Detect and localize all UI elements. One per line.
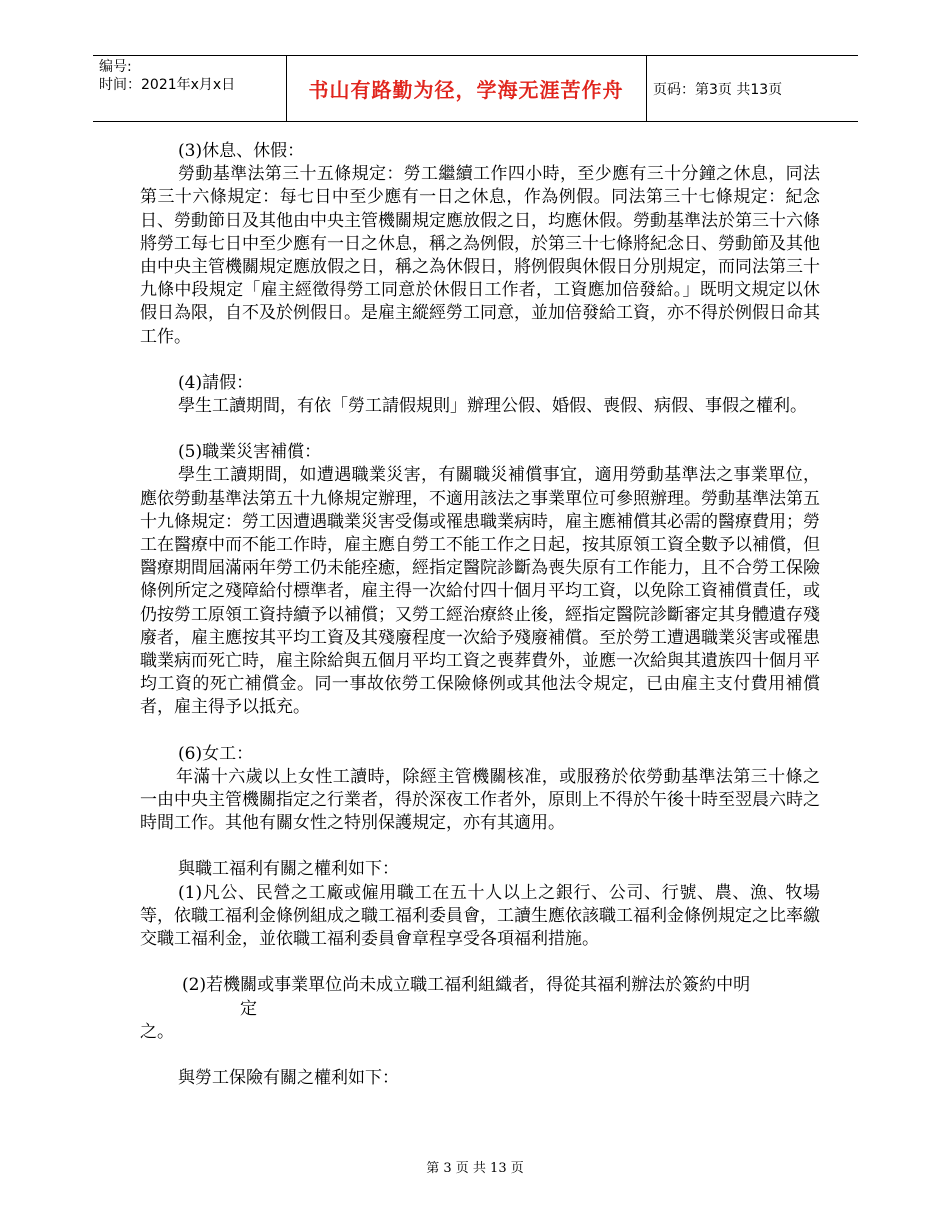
- section-4-title: (4)請假：: [178, 372, 254, 393]
- insurance-intro: 與勞工保險有關之權利如下：: [178, 1067, 399, 1088]
- section-4-body: 學生工讀期間，有依「勞工請假規則」辦理公假、婚假、喪假、病假、事假之權利。: [178, 396, 807, 417]
- spacer: [140, 349, 820, 372]
- document-body: [140, 140, 820, 1090]
- welfare-item-2-line-3: 之。: [140, 1021, 174, 1042]
- spacer: [140, 951, 820, 974]
- section-6-title: (6)女工：: [178, 743, 254, 764]
- spacer: [140, 418, 820, 441]
- header-divider: [646, 56, 647, 121]
- welfare-item-2-line-2: 定: [240, 998, 257, 1019]
- page-header: [93, 55, 858, 122]
- page-footer: 第 3 页 共 13 页: [426, 1161, 524, 1176]
- time-label: 时间：2021年x月x日: [99, 77, 236, 93]
- section-5-body: 學生工讀期間，如遭遇職業災害，有關職災補償事宜，適用勞動基準法之事業單位，應依勞動基準法第五十九條規定辦理，不適用該法之事業單位可參照辦理。勞動基準法第五十九條規定：勞工因遭遇職業災害受傷或罹患職業病時，雇主應補償其必需的醫療費用；勞工在醫療中而不能工作時，雇主應自勞工不能工作之日起，按其原領工資全數予以補償，但醫療期間屆滿兩年勞工仍未能痊癒，經指定醫院診斷為喪失原有工作能力，且不合勞工保險條例所定之殘障給付標準者，雇主得一次給付四十個月平均工資，以免除工資補償責任，或仍按勞工原領工資持續予以補償；又勞工經治療終止後，經指定醫院診斷審定其身體遺存殘廢者，雇主應按其平均工資及其殘廢程度一次給予殘廢補償。至於勞工遭遇職業災害或罹患職業病而死亡時，雇主除給與五個月平均工資之喪葬費外，並應一次給與其遺族四十個月平均工資的死亡補償金。同一事故依勞工保險條例或其他法令規定，已由雇主支付費用補償者，雇主得予以抵充。: [140, 465, 820, 718]
- section-3-title: (3)休息、休假：: [178, 141, 305, 161]
- header-motto: 书山有路勤为径，学海无涯苦作舟: [308, 78, 624, 102]
- spacer: [140, 835, 820, 858]
- welfare-intro: 與職工福利有關之權利如下：: [178, 859, 399, 880]
- serial-label: 编号:: [99, 59, 132, 75]
- header-page-number: 页码：第3页 共13页: [653, 81, 783, 98]
- section-6-body: 年滿十六歲以上女性工讀時，除經主管機關核准，或服務於依勞動基準法第三十條之一由中央主管機關指定之行業者，得於深夜工作者外，原則上不得於午後十時至翌晨六時之時間工作。其他有關女性之特別保護規定，亦有其適用。: [140, 766, 820, 834]
- spacer: [140, 1044, 820, 1067]
- spacer: [140, 720, 820, 743]
- section-3-body: 勞動基準法第三十五條規定：勞工繼續工作四小時，至少應有三十分鐘之休息，同法第三十六條規定：每七日中至少應有一日之休息，作為例假。同法第三十七條規定：紀念日、勞動節日及其他由中央主管機關規定應放假之日，均應休假。勞動基準法於第三十六條將勞工每七日中至少應有一日之休息，稱之為例假，於第三十七條將紀念日、勞動節及其他由中央主管機關規定應放假之日，稱之為休假日，將例假與休假日分別規定，而同法第三十九條中段規定「雇主經徵得勞工同意於休假日工作者，工資應加倍發給。」既明文規定以休假日為限，自不及於例假日。是雇主縱經勞工同意，並加倍發給工資，亦不得於例假日命其工作。: [140, 164, 820, 347]
- section-5-title: (5)職業災害補償：: [178, 442, 322, 463]
- welfare-item-2-line-1: (2)若機關或事業單位尚未成立職工福利組織者，得從其福利辦法於簽約中明: [182, 975, 751, 996]
- welfare-item-1: (1)凡公、民營之工廠或僱用職工在五十人以上之銀行、公司、行號、農、漁、牧場等，依職工福利金條例組成之職工福利委員會，工讀生應依該職工福利金條例規定之比率繳交職工福利金，並依職工福利委員會章程享受各項福利措施。: [140, 882, 820, 950]
- header-meta: [99, 58, 285, 120]
